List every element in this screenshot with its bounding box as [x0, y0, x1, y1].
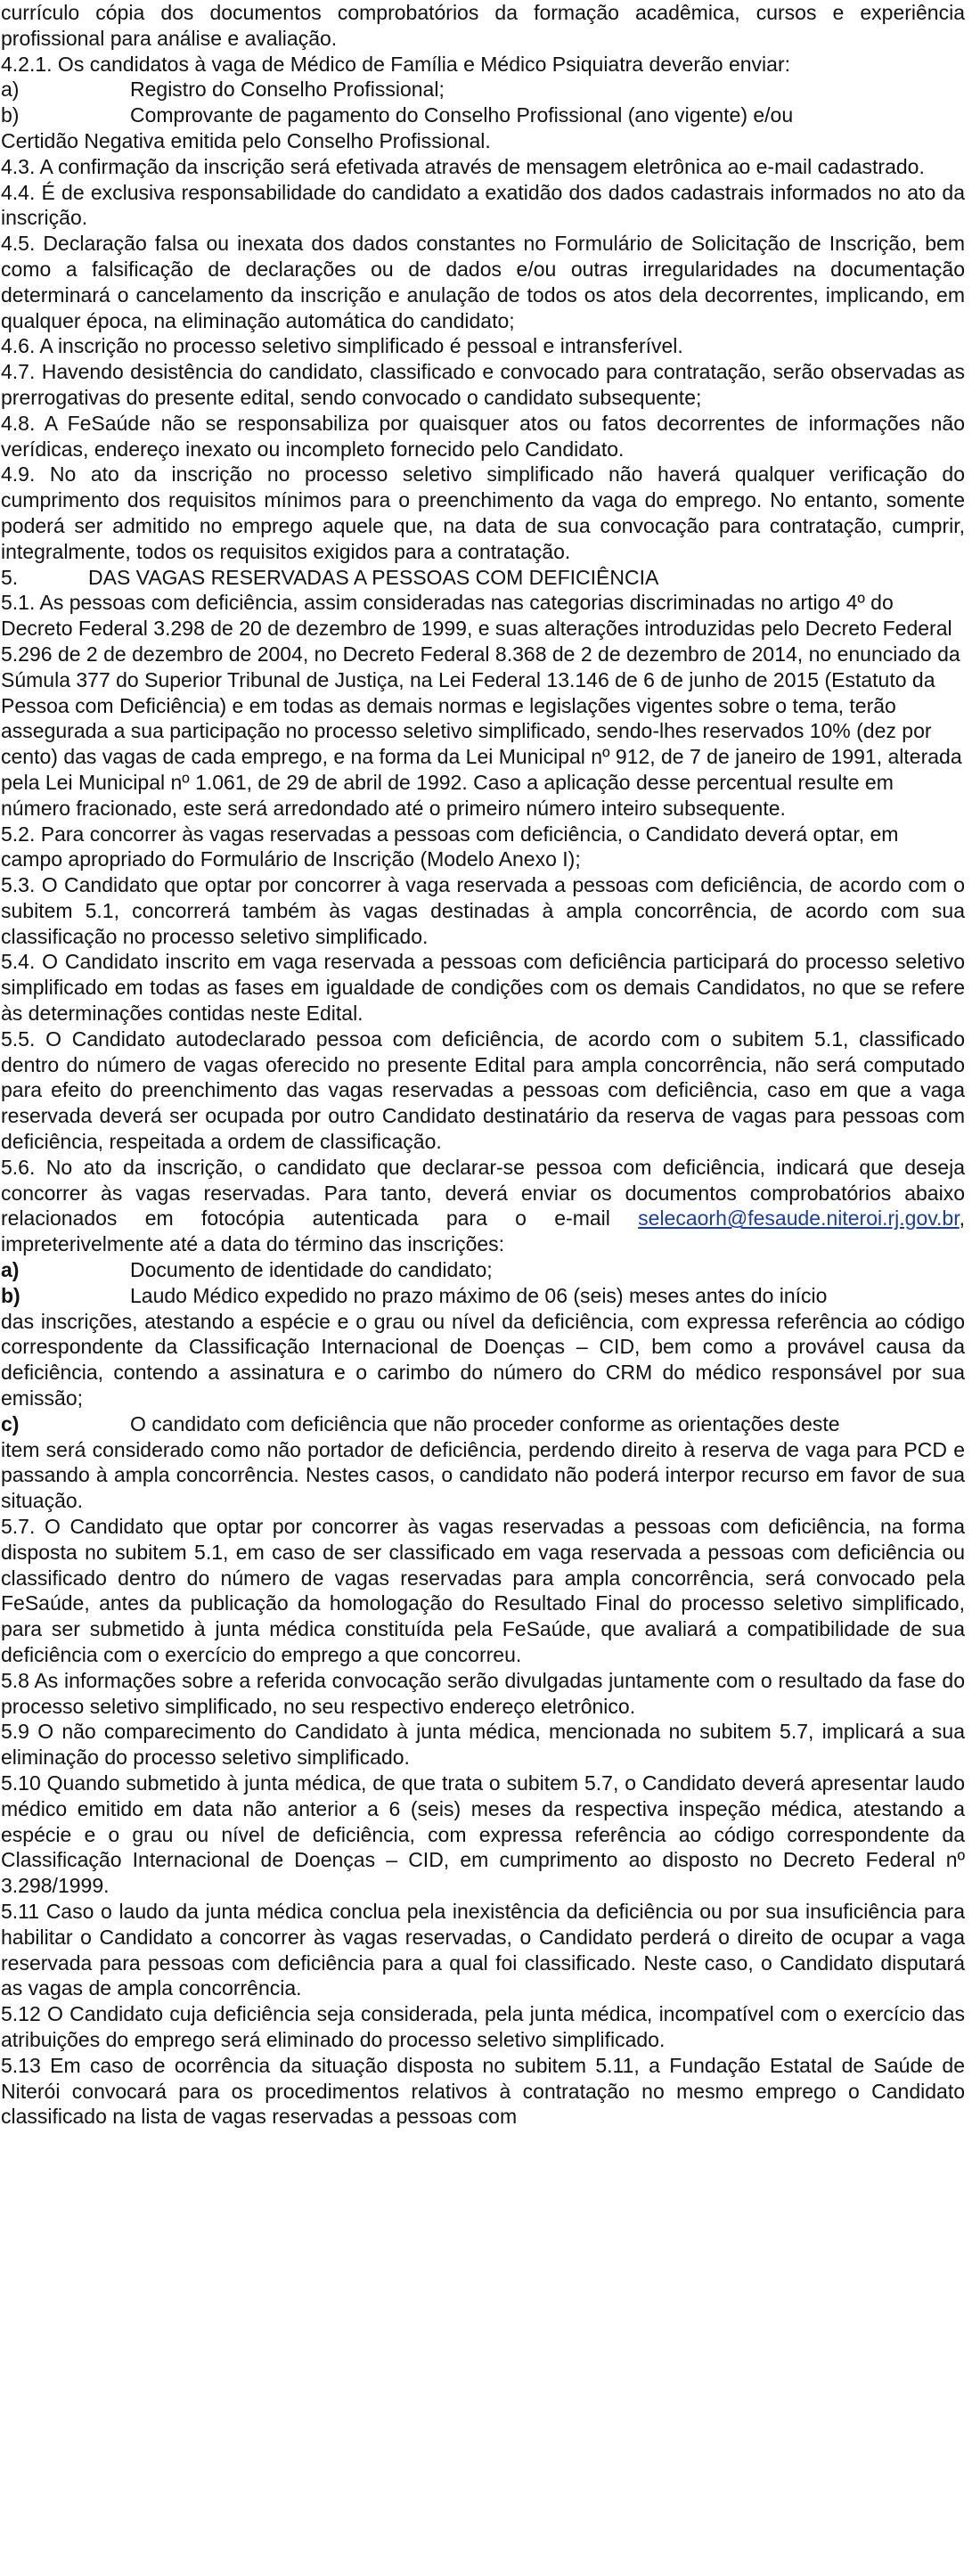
paragraph-4-8: 4.8. A FeSaúde não se responsabiliza por quaisquer atos ou fatos decorrentes de informações não verídicas, endereço inexato ou incompleto fornecido pelo Candidato. [1, 411, 965, 461]
paragraph-5-11: 5.11 Caso o laudo da junta médica conclua pela inexistência da deficiência ou por sua insuficiência para habilitar o Candidato a concorrer às vagas reservadas, o Candidato perderá o direito de ocupar a vaga reservada para pessoas com deficiência para a qual foi classificado. Neste caso, o Candidato disputará as vagas de ampla concorrência. [1, 1899, 965, 2000]
list-item-b [1, 102, 965, 128]
required-doc-text: Documento de identidade do candidato; [130, 1258, 493, 1282]
required-doc-text: O candidato com deficiência que não proceder conforme as orientações deste [130, 1411, 840, 1435]
required-doc-b-continuation: das inscrições, atestando a espécie e o grau ou nível da deficiência, com expressa referência ao código correspondente da Classificação Internacional de Doenças – CID, bem como a provável causa da deficiência, contendo a assinatura e o carimbo do número do CRM do médico responsável por sua emissão; [1, 1309, 965, 1411]
required-doc-label: b) [1, 1283, 20, 1307]
paragraph-5-8: 5.8 As informações sobre a referida convocação serão divulgadas juntamente com o resultado da fase do processo seletivo simplificado, no seu respectivo endereço eletrônico. [1, 1668, 965, 1718]
section-title: DAS VAGAS RESERVADAS A PESSOAS COM DEFICIÊNCIA [88, 565, 659, 589]
list-item-label: b) [1, 103, 20, 127]
required-doc-text: Laudo Médico expedido no prazo máximo de 06 (seis) meses antes do início [130, 1283, 828, 1307]
paragraph-5-6 [1, 1155, 965, 1257]
paragraph-curriculo: currículo cópia dos documentos comprobatórios da formação acadêmica, cursos e experiência profissional para análise e avaliação. [1, 1, 965, 50]
paragraph-5-1: 5.1. As pessoas com deficiência, assim consideradas nas categorias discriminadas no artigo 4º do Decreto Federal 3.298 de 20 de dezembro de 1999, e suas alterações introduzidas pelo Decreto Federal 5.296 de 2 de dezembro de 2004, no Decreto Federal 8.368 de 2 de dezembro de 2014, no enunciado da Súmula 377 do Superior Tribunal de Justiça, na Lei Federal 13.146 de 6 de junho de 2015 (Estatuto da Pessoa com Deficiência) e em todas as demais normas e legislações vigentes sobre o tema, terão assegurada a sua participação no processo seletivo simplificado, sendo-lhes reservados 10% (dez por cento) das vagas de cada emprego, e na forma da Lei Municipal nº 912, de 7 de janeiro de 1991, alterada pela Lei Municipal nº 1.061, de 29 de abril de 1992. Caso a aplicação desse percentual resulte em número fracionado, este será arredondado até o primeiro número inteiro subsequente. [1, 591, 962, 820]
email-link[interactable]: selecaorh@fesaude.niteroi.rj.gov.br [638, 1206, 960, 1231]
paragraph-4-6: 4.6. A inscrição no processo seletivo simplificado é pessoal e intransferível. [1, 334, 683, 358]
list-item-label: a) [1, 78, 20, 102]
paragraph-4-5: 4.5. Declaração falsa ou inexata dos dados constantes no Formulário de Solicitação de Inscrição, bem como a falsificação de declarações ou de dados e/ou outras irregularidades na documentação determinará o cancelamento da inscrição e anulação de todos os atos dela decorrentes, implicando, em qualquer época, na eliminação automática do candidato; [1, 232, 965, 332]
required-doc-c-continuation: item será considerado como não portador de deficiência, perdendo direito à reserva de vaga para PCD e passando à ampla concorrência. Nestes casos, o candidato não poderá interpor recurso em favor de sua situação. [1, 1437, 965, 1513]
paragraph-5-6-text: 5.6. No ato da inscrição, o candidato que declarar-se pessoa com deficiência, indicará que deseja concorrer às vagas reservadas. Para tanto, deverá enviar os documentos comprobatórios abaixo relacionados em fotocópia autenticada para o e-mail [1, 1155, 965, 1231]
paragraph-4-3: 4.3. A confirmação da inscrição será efetivada através de mensagem eletrônica ao e-mail cadastrado. [1, 154, 925, 178]
section-heading-5 [1, 565, 965, 591]
paragraph-4-2-1: 4.2.1. Os candidatos à vaga de Médico de Família e Médico Psiquiatra deverão enviar: [1, 52, 790, 76]
paragraph-5-13: 5.13 Em caso de ocorrência da situação disposta no subitem 5.11, a Fundação Estatal de Saúde de Niterói convocará para os procedimentos relativos à contratação no mesmo emprego o Candidato classificado na lista de vagas reservadas a pessoas com [1, 2053, 965, 2129]
required-doc-label: c) [1, 1411, 20, 1435]
required-doc-a [1, 1257, 965, 1283]
paragraph-5-9: 5.9 O não comparecimento do Candidato à junta médica, mencionada no subitem 5.7, implicará a sua eliminação do processo seletivo simplificado. [1, 1720, 965, 1770]
paragraph-5-3: 5.3. O Candidato que optar por concorrer à vaga reservada a pessoas com deficiência, de acordo com o subitem 5.1, concorrerá também às vagas destinadas à ampla concorrência, de acordo com sua classificação no processo seletivo simplificado. [1, 873, 965, 948]
paragraph-5-10: 5.10 Quando submetido à junta médica, de que trata o subitem 5.7, o Candidato deverá apresentar laudo médico emitido em data não anterior a 6 (seis) meses da respectiva inspeção médica, atestando a espécie e o grau ou nível de deficiência, com expressa referência ao código correspondente da Classificação Internacional de Doenças – CID, em cumprimento ao disposto no Decreto Federal nº 3.298/1999. [1, 1770, 965, 1898]
required-doc-label: a) [1, 1258, 20, 1282]
list-item-a [1, 77, 965, 102]
paragraph-5-7: 5.7. O Candidato que optar por concorrer às vagas reservadas a pessoas com deficiência, na forma disposta no subitem 5.1, em caso de ser classificado em vaga reservada a pessoas com deficiência ou classificado dentro do número de vagas reservadas para ampla concorrência, será convocado pela FeSaúde, antes da publicação da homologação do Resultado Final do processo seletivo simplificado, para ser submetido à junta médica constituída pela FeSaúde, que avaliará a compatibilidade de sua deficiência com o exercício do emprego a que concorreu. [1, 1515, 965, 1666]
paragraph-5-4: 5.4. O Candidato inscrito em vaga reservada a pessoas com deficiência participará do processo seletivo simplificado em todas as fases em igualdade de condições com os demais Candidatos, no que se refere às determinações contidas neste Edital. [1, 950, 965, 1026]
paragraph-5-5: 5.5. O Candidato autodeclarado pessoa com deficiência, de acordo com o subitem 5.1, classificado dentro do número de vagas oferecido no presente Edital para ampla concorrência, não será computado para efeito do preenchimento das vagas reservadas a pessoas com deficiência, caso em que a vaga reservada deverá ser ocupada por outro Candidato destinatário da reserva de vagas para pessoas com deficiência, respeitada a ordem de classificação. [1, 1026, 965, 1154]
paragraph-4-9: 4.9. No ato da inscrição no processo seletivo simplificado não haverá qualquer verificação do cumprimento dos requisitos mínimos para o preenchimento da vaga do emprego. No entanto, somente poderá ser admitido no emprego aquele que, na data de sua convocação para contratação, cumprir, integralmente, todos os requisitos exigidos para a contratação. [1, 462, 965, 563]
list-item-b-continuation: Certidão Negativa emitida pelo Conselho Profissional. [1, 128, 491, 152]
required-doc-b [1, 1283, 965, 1309]
paragraph-5-6-text-end: , impreterivelmente até a data do término das inscrições: [1, 1206, 965, 1256]
required-doc-c [1, 1411, 965, 1437]
paragraph-5-2: 5.2. Para concorrer às vagas reservadas a pessoas com deficiência, o Candidato deverá optar, em campo apropriado do Formulário de Inscrição (Modelo Anexo I); [1, 822, 899, 871]
list-item-text: Registro do Conselho Profissional; [130, 78, 445, 102]
paragraph-5-12: 5.12 O Candidato cuja deficiência seja considerada, pela junta médica, incompatível com o exercício das atribuições do emprego será eliminado do processo seletivo simplificado. [1, 2002, 965, 2051]
paragraph-4-7: 4.7. Havendo desistência do candidato, classificado e convocado para contratação, serão observadas as prerrogativas do presente edital, sendo convocado o candidato subsequente; [1, 360, 965, 409]
list-item-text: Comprovante de pagamento do Conselho Profissional (ano vigente) e/ou [130, 103, 794, 127]
section-number: 5. [1, 565, 19, 589]
paragraph-4-4: 4.4. É de exclusiva responsabilidade do candidato a exatidão dos dados cadastrais informados no ato da inscrição. [1, 180, 965, 230]
